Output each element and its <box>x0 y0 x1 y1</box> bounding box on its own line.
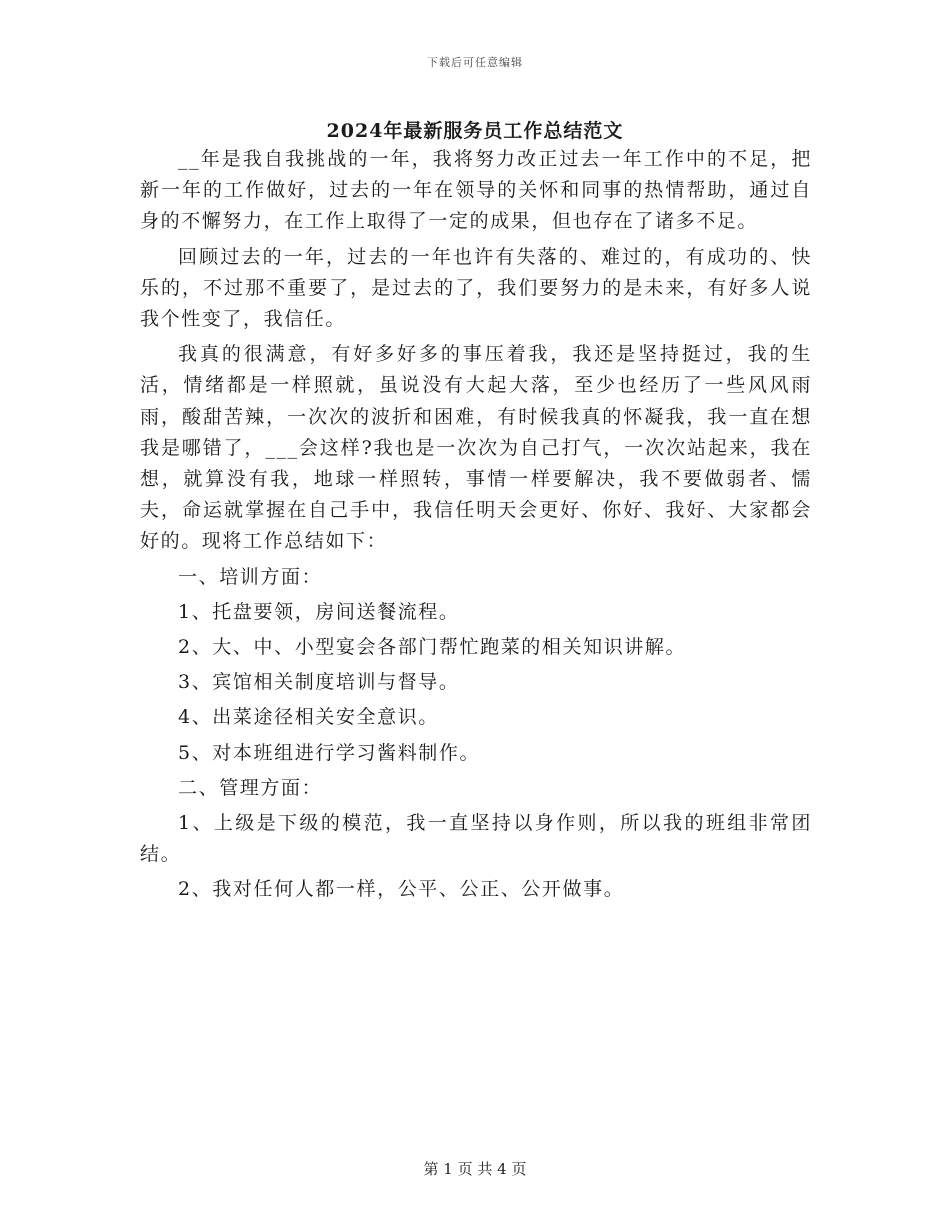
list-item: 2、我对任何人都一样，公平、公正、公开做事。 <box>178 878 625 901</box>
paragraph-review: 回顾过去的一年，过去的一年也许有失落的、难过的，有成功的、快乐的，不过那不重要了，是过去的了，我们要努力的是未来，有好多人说我个性变了，我信任。 <box>140 245 812 331</box>
list-item: 4、出菜途径相关安全意识。 <box>178 706 439 729</box>
paragraph-intro: __年是我自我挑战的一年，我将努力改正过去一年工作中的不足，把新一年的工作做好，过去的一年在领导的关怀和同事的热情帮助，通过自身的不懈努力，在工作上取得了一定的成果，但也存在了诸多不足。 <box>140 148 812 233</box>
list-item: 5、对本班组进行学习酱料制作。 <box>178 741 481 764</box>
list-item: 3、宾馆相关制度培训与督导。 <box>178 671 460 694</box>
section-heading-training: 一、培训方面： <box>178 565 323 588</box>
list-item: 2、大、中、小型宴会各部门帮忙跑菜的相关知识讲解。 <box>178 636 687 659</box>
paragraph-reflection: 我真的很满意，有好多好多的事压着我，我还是坚持挺过，我的生活，情绪都是一样照就，虽说没有大起大落，至少也经历了一些风风雨雨，酸甜苦辣，一次次的波折和困难，有时候我真的怀凝我，我一直在想我是哪错了，___会这样?我也是一次次为自己打气，一次次站起来，我在想，就算没有我，地球一样照转，事情一样要解决，我不要做弱者、懦夫，命运就掌握在自己手中，我信任明天会更好、你好、我好、大家都会好的。现将工作总结如下： <box>140 343 812 553</box>
list-item: 1、上级是下级的模范，我一直坚持以身作则，所以我的班组非常团结。 <box>140 812 812 866</box>
page-title: 2024年最新服务员工作总结范文 <box>326 120 624 142</box>
list-item: 1、托盘要领，房间送餐流程。 <box>178 600 460 623</box>
document-body <box>140 144 812 910</box>
header-note: 下载后可任意编辑 <box>427 56 523 69</box>
page-footer: 第 1 页 共 4 页 <box>423 1160 527 1178</box>
section-heading-management: 二、管理方面： <box>178 776 323 799</box>
